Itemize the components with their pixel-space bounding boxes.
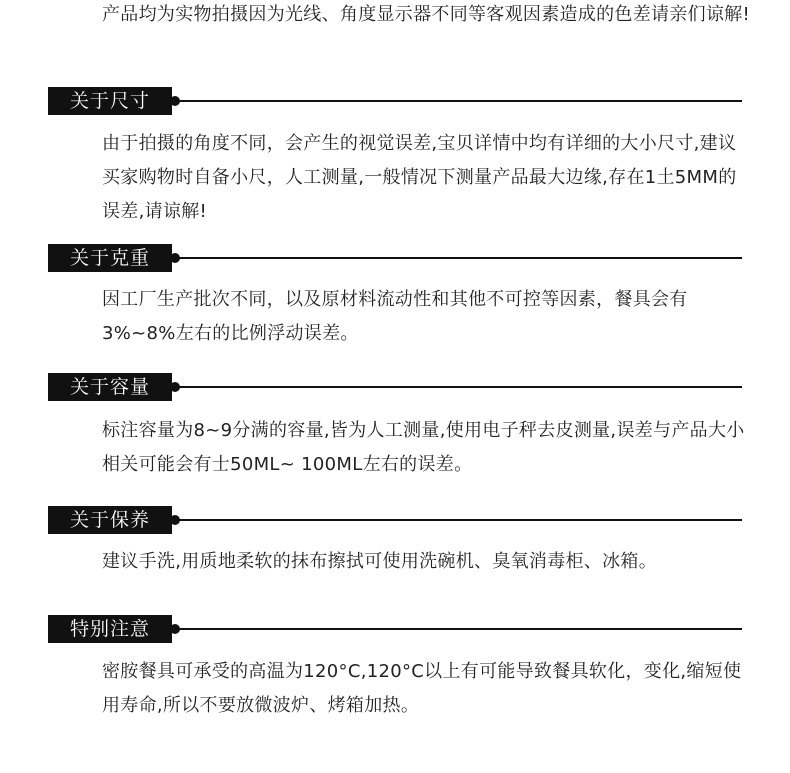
section-title: 关于保养 [48, 506, 172, 534]
section-title: 特别注意 [48, 615, 172, 643]
divider-line [178, 519, 742, 521]
section-header-care [48, 506, 742, 534]
intro-text: 产品均为实物拍摄因为光线、角度显示器不同等客观因素造成的色差请亲们谅解! [102, 4, 751, 25]
divider-line [178, 100, 742, 102]
divider-line [178, 628, 742, 630]
section-body-size: 由于拍摄的角度不同，会产生的视觉误差,宝贝详情中均有详细的大小尺寸,建议买家购物时自备小尺，人工测量,一般情况下测量产品最大边缘,存在1土5MM的误差,请谅解! [102, 133, 737, 222]
section-header-capacity [48, 373, 742, 401]
section-body-weight: 因工厂生产批次不同，以及原材料流动性和其他不可控等因素，餐具会有3%~8%左右的比例浮动误差。 [102, 289, 688, 344]
section-body-capacity: 标注容量为8~9分满的容量,皆为人工测量,使用电子秤去皮测量,误差与产品大小相关可能会有士50ML~ 100ML左右的误差。 [102, 420, 745, 475]
divider-line [178, 386, 742, 388]
section-title: 关于克重 [48, 244, 172, 272]
divider-line [178, 257, 742, 259]
section-header-notice [48, 615, 742, 643]
section-header-weight [48, 244, 742, 272]
section-body-notice: 密胺餐具可承受的高温为120°C,120°C以上有可能导致餐具软化，变化,缩短使用寿命,所以不要放微波炉、烤箱加热。 [102, 661, 742, 716]
section-title: 关于容量 [48, 373, 172, 401]
section-header-size [48, 87, 742, 115]
section-body-care: 建议手洗,用质地柔软的抹布擦拭可使用洗碗机、臭氧消毒柜、冰箱。 [102, 551, 658, 572]
section-title: 关于尺寸 [48, 87, 172, 115]
